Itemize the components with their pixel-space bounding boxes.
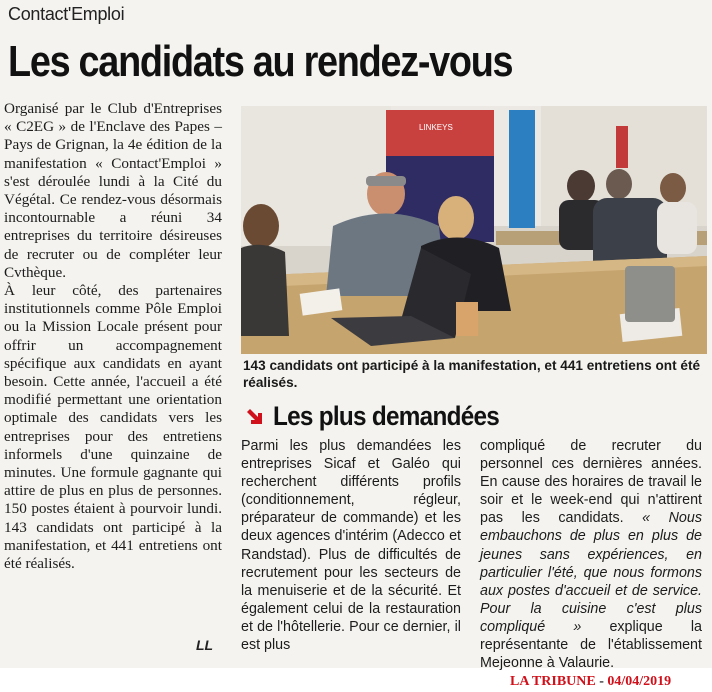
- article-quote: « Nous embauchons de plus en plus de jeunes sans expériences, en particulier l'été, que nous formons aux postes d'accueil et de service. Pour la cuisine c'est plus compliqué »: [480, 510, 702, 635]
- arrow-down-right-icon: [245, 405, 267, 427]
- source-credit: [510, 674, 671, 690]
- section-rubric: Contact'Emploi: [8, 4, 125, 24]
- article-column-3: [480, 437, 702, 672]
- article-paragraph: Parmi les plus demandées les entreprises Sicaf et Galéo qui recherchent différents profils (conditionnement, régleur, préparateur de commande) et les deux agences d'intérim (Adecco et Randstad). Plus de difficultés de recrutement pour les secteurs de la menuiserie et de la sécurité. Et également celui de la restauration et de l'hôtellerie. Pour ce dernier, il est plus: [241, 438, 461, 654]
- article-photo: [241, 106, 707, 354]
- article-column-2: [241, 437, 461, 654]
- photo-caption: 143 candidats ont participé à la manifestation, et 441 entretiens ont été réalisés.: [243, 358, 701, 390]
- author-signature: LL: [196, 637, 214, 653]
- article-paragraph: [480, 437, 702, 672]
- article-column-1: [4, 100, 222, 573]
- banner-text: LINKEYS: [419, 123, 453, 132]
- article-subheading: Les plus demandées: [273, 400, 500, 431]
- article-headline: Les candidats au rendez-vous: [8, 37, 513, 86]
- article-text: explique la représentante de l'établissement Mejeonne à Valaurie.: [480, 618, 702, 672]
- article-paragraph: Organisé par le Club d'Entreprises « C2EG » de l'Enclave des Papes – Pays de Grignan, la 4e édition de la manifestation « Contact'Emploi » s'est déroulée lundi à la Cité du Végétal. Ce rendez-vous désormais incontournable a réuni 34 entreprises du territoire désireuses de recruter ou de compléter leur Cvthèque.: [4, 100, 222, 281]
- article-paragraph: À leur côté, des partenaires institutionnels comme Pôle Emploi ou la Mission Locale présent pour offrir un accompagnement spécifique aux candidats en ayant besoin. Cette année, l'accueil a été modifié permettant une orientation optimale des candidats vers les entreprises pour des entretiens informels d'une quinzaine de minutes. Une formule gagnante qui attire de plus en plus de personnes. 150 postes étaient à pourvoir lundi. 143 candidats ont participé à la manifestation, et 441 entretiens ont été réalisés.: [4, 282, 222, 573]
- source-separator: -: [595, 674, 608, 689]
- article-text: compliqué de recruter du personnel ces dernières années. En cause des horaires de travail le soir et le week-end qui n'attirent pas les candidats.: [480, 438, 702, 527]
- publication-date: 04/04/2019: [607, 674, 672, 689]
- publication-name: LA TRIBUNE: [510, 674, 596, 689]
- subheading-block: [245, 400, 524, 432]
